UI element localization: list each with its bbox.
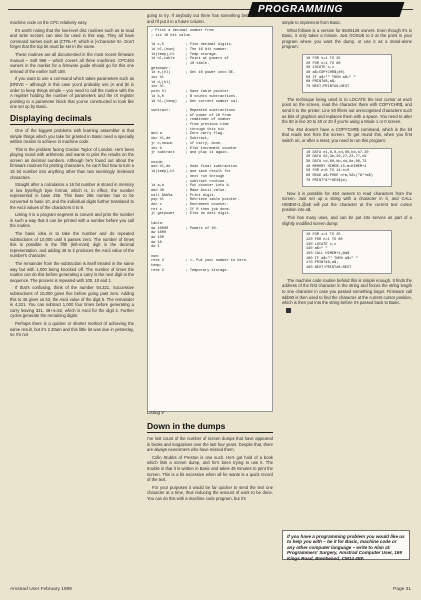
- contact-box: [282, 530, 410, 560]
- col1-para: The basic idea is to take the number and do repeated subtractions of 10,000 until it passes zero. The number of times this is possible is the fifth (left-most) digit in the decimal representation, and adding 48 to it produces the Ascii value of the number's character.: [10, 231, 134, 259]
- contact-box-text: If you have a programming problem you would like us to help you with – be it for Basic, machine code or any other computer language – write to Alan at: Programmers' Surgery, Amstrad Computer User, 169 Kings Road, Brentwood, CM14 4EF.: [287, 534, 405, 561]
- basic-listing-3: 10 FOR x=1 TO 25 120 FOR c=1 TO 80 130 LOCATE c,x 140 a$=" " 150 CALL HIMEM+1,@a$ 160 IF a$="" THEN a$=" " 170 PRINT#8,a$; 180 NEXT:PRINT#8:NEXT: [302, 230, 392, 274]
- column-1: [10, 20, 134, 340]
- col2-para: going to try. If anybody out there has something better, send it in and I'll put it in a future column.: [147, 13, 273, 24]
- col3-para: Now it is possible for 464 owners to read characters from the screen. Just set up a string with a character in it, and CALL HIMEM+1,@a$ will put the character at the current text cursor position into a$.: [282, 190, 412, 213]
- footer-page-number: Page 31: [393, 587, 411, 592]
- col2-para: For your purposes it would be far quicker to send the text one character at a time, thus reducing the amount of work to be done. You can do this with a machine code program, but it's: [147, 484, 273, 501]
- col3-para: simple to implement from Basic.: [282, 20, 342, 25]
- heading-down-in-the-dumps: Down in the dumps: [147, 421, 273, 433]
- col3-para: The technique being used is to LOCATE the text cursor at each point on the screen, read the character there with COPYCHR$, and send it to the printer. Line 50 filters out unrecognised characters such as bits of graphics and replaces them with a space. You need to alter the 80 in line 20 to 40 or 20 if you're using a Mode 1 or 0 screen.: [282, 96, 412, 125]
- col1-para: machine code on the CPC relatively easy.: [10, 20, 88, 25]
- col1-para: It's worth noting that the low-level disc routines such as to read and write sectors can also be used in this way. They all have command names such as |CTRL+F, which is |<character 6>. Don't forget that the top bit must be set in the name.: [10, 27, 134, 50]
- col3-para: The 464 doesn't have a COPYCHR$ command, which is the bit that reads text from the screen. To get round this, when you first switch on, or after a reset, you need to run this program:: [282, 126, 412, 144]
- listing-caption: Listing V: [147, 410, 165, 415]
- section-title: PROGRAMMING: [258, 4, 343, 15]
- column-2-lower: [147, 418, 273, 504]
- column-2-intro: [147, 13, 273, 26]
- col1-para: If you want to use a command which takes parameters such as |DRIVE – although in this case you'd probably use |A and |B in order to keep things simple – you need to call the routine with the A register holding the number of parameters and the IX register pointing to a parameter block that you've constructed to look like one set up by Basic.: [10, 76, 134, 110]
- col1-para: Listing II is a program segment to convert and print the number in such a way that it can be printed with a number before you call the routine.: [10, 212, 134, 229]
- footer-publication: Amstrad User February 1989: [10, 587, 72, 592]
- basic-listing-2: 10 DATA e1,0,0,cd,60,bb,b7,20 20 DATA 02,3e,20,27,23,77,c9 30 DATA cd,60,bb,dd,6e,00,73 40 MEMORY HIMEM-15:m=HIMEM+1 50 FOR n=0 TO 14:n=0 60 READ a$:POKE n+m,VAL("&"+a$) 70 PRINT"&"+HEX$(m): [302, 148, 392, 187]
- col3-para: This has many uses, and can be put into service as part of a slightly modified screen dump:: [282, 214, 412, 226]
- col1-para: This is the problem facing Gordon Taylor of London. He's been playing round with arithmetic and wants to print the results on the screen as decimal numbers. Although he's found out about the firmware routines for printing characters, he can't find how to turn a 16 bit number into anything other than two seemingly irrelevant characters.: [10, 146, 134, 180]
- col1-para: If that's confusing, think of the number 54,321. Successive subtractions of 10,000 gives five before going past zero. Adding this to 48 gives us 53, the Ascii value of the digit 5. The remainder is 4,321. You can subtract 1,000 four times before generating a carry leaving 321. 48+4=52, which is Ascii for the digit 4. Further cycles generate the remaining digits.: [10, 285, 134, 319]
- col3-para: The machine code routine behind this is simple enough. It finds the address of the first character in the string and forces the string length to one character in case you passed something larger. Firmware call &bb60 is then used to find the character at the current cursor position, which is then put into the string before it's passed back to Basic.: [282, 277, 412, 306]
- col1-para: One of the biggest problems with learning assembler is that simple things which you take for granted in Basic need a specially written routine to achieve in machine code.: [10, 127, 134, 145]
- col3-para: What follows is a version for 664/6128 owners. Even though it's in Basic, it only takes a minute. Just GOSUB to it at the point in your program where you want the dump, or use it as a stand-alone program:: [282, 27, 412, 50]
- col2-para: Colin Stubbs of Preston is one such. He's got hold of a book which lists a screen dump, and he's been trying to use it. The trouble is that it is written in Basic and takes 45 minutes to print the screen. This is a bit excessive when all he wants is a quick record of the text.: [147, 454, 273, 483]
- col1-para: The remainder from the subtraction is itself treated in the same way but with 1,000 being knocked off. The number of times the routine can do this before generating a carry is the next digit in the sequence. The process is repeated with 100, 10 and 1.: [10, 260, 134, 283]
- col1-para: These routines are all documented in the most recent firmware manual – Soft 968 – which covers all three machines. CPC464 owners in the market for a firmware guide should go for this one instead of the earlier Soft 158.: [10, 51, 134, 74]
- col1-para: Straight after a calculation a 16 bit number is stored in memory in low byte/high byte format, which is, in effect, the number represented in base 256. This base 256 number has to be converted to base 10, and the individual digits further translated to the Ascii values of the characters 0 to 9.: [10, 182, 134, 210]
- col1-para: Perhaps there is a quicker or shorter method of achieving the same result, but it's 2.30am and this little lot was due in yesterday, so I'm not: [10, 320, 134, 338]
- column-3: [282, 20, 412, 313]
- basic-listing-1: 10 FOR x=1 TO 25 20 FOR c=1 TO 80 30 LOCATE c,x 40 a$=COPYCHR$(#0) 50 IF a$="" THEN a$=" " 60 PRINT#8,a$; 70 NEXT:PRINT#8:NEXT: [302, 54, 392, 93]
- col2-para: I've lost count of the number of screen dumps that have appeared in books and magazines over the last four years. Despite that, there are always newcomers who have missed them.: [147, 436, 273, 453]
- heading-displaying-decimals: Displaying decimals: [10, 113, 134, 125]
- listing-v: ; Print a decimal number from ; its 16 bit value. ld c,5 ; Five decimal digits. ld hl,(num) ; The 16 bit number. ld(temp),hl ; Temp storage. ld hl,table ; Point at powers of ; 10 table. getpower: ld e,(hl) ; Get 10 power into DE. inc hl ld d,(hl) inc hl push hl ; Save table pointer. ld b,0 ; B counts subtractions. ld hl,(temp) ; Get current number val. subtract: ; Repeated subtractions ; of power of 10 from ; remainder of number ; from previous time ; through this bit. and a ; Zero carry flag. sbc hl,de ; Subtract, jr c,nosub ; if carry, done. inc b ; Else increment counter jr subtract ; and play it again. nosub: add hl,de ; Undo final subtraction ld(temp),hl ; and save result for ; next run through ; subtract routine. ld a,b ; Put counter into A. add 48 ; Make Ascii value. call &bb5a ; Print digit. pop hl ; Retrieve table pointer. dec c ; Decrement counter. ret z ; If 0 then job done. jr getpower ; Else do next digit. table: dw 10000 ; Powers of 10. dw 1000 dw 100 dw 10 dw 1 num: rese 2 ; <- Put your number in here. temp: rese 2 ; Temporary storage.: [147, 26, 273, 412]
- end-of-article-icon: [286, 308, 291, 313]
